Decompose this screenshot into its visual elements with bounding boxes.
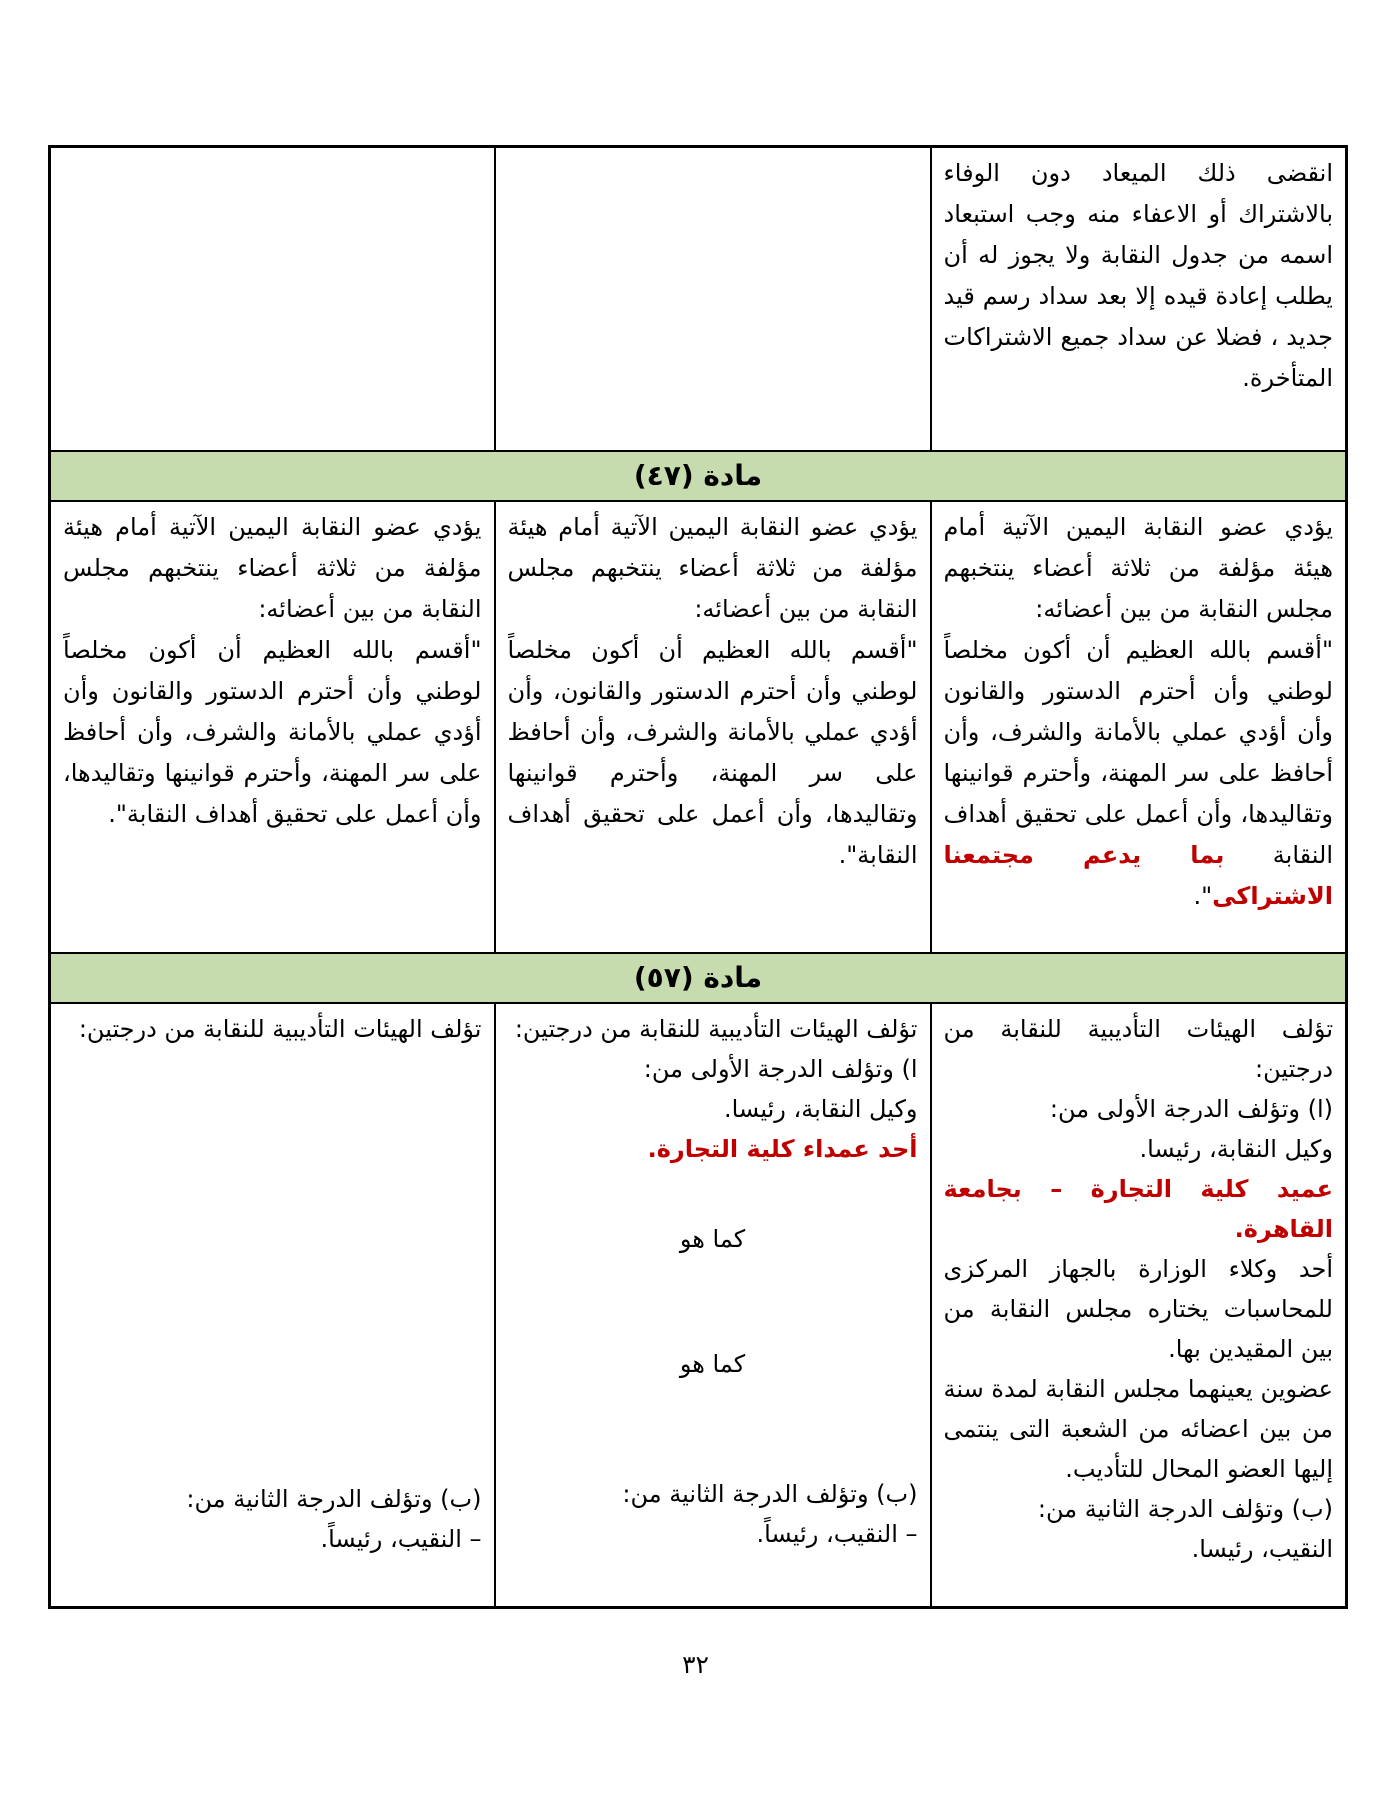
article-47-middle-oath: "أقسم بالله العظيم أن أكون مخلصاً لوطني وأن أحترم الدستور والقانون، وأن أؤدي عملي بالأمانة والشرف، وأن أحافظ على سر المهنة، وأحترم قوانينها وتقاليدها، وأن أعمل على تحقيق أهداف النقابة". (507, 636, 918, 869)
cell-continuation-right (931, 147, 1347, 452)
comparison-table (48, 145, 1348, 1609)
article-57-right-amendment-red-text: عميد كلية التجارة – بجامعة القاهرة. (943, 1175, 1333, 1243)
article-57-right-p1: تؤلف الهيئات التأديبية للنقابة من درجتين: (943, 1015, 1333, 1083)
article-57-right-p8: النقيب، رئيسا. (1191, 1535, 1333, 1563)
table-row-article-57-header (50, 953, 1347, 1003)
article-57-middle-p1: تؤلف الهيئات التأديبية للنقابة من درجتين: (514, 1015, 918, 1043)
article-57-middle-p3: وكيل النقابة، رئيسا. (723, 1095, 918, 1123)
oath-closing: ". (1193, 882, 1213, 910)
article-57-middle-p2: ا) وتؤلف الدرجة الأولى من: (643, 1055, 918, 1083)
oath-text: "أقسم بالله العظيم أن أكون مخلصاً لوطني وأن أحترم الدستور والقانون وأن أؤدي عملي بالأمانة والشرف، وأن أحافظ على سر المهنة، وأحترم قوانينها وتقاليدها، وأن أعمل على تحقيق أهداف النقابة (943, 636, 1333, 869)
article-57-right-p7: (ب) وتؤلف الدرجة الثانية من: (1037, 1495, 1333, 1523)
table-row-article-47-header (50, 451, 1347, 501)
cell-article-57-right (931, 1003, 1347, 1608)
article-57-right-p2: (ا) وتؤلف الدرجة الأولى من: (1049, 1095, 1333, 1123)
article-57-right-p3: وكيل النقابة، رئيسا. (1139, 1135, 1333, 1163)
cell-continuation-middle (495, 147, 931, 452)
table-row-continuation (50, 147, 1347, 452)
oath-amendment-red-text: بما يدعم مجتمعنا الاشتراكى (943, 841, 1333, 910)
article-47-right-oath (944, 630, 1334, 917)
cell-article-47-right (931, 501, 1347, 953)
cell-article-47-middle (495, 501, 931, 953)
article-57-middle-p7: (ب) وتؤلف الدرجة الثانية من: (622, 1480, 918, 1508)
article-47-left-oath: "أقسم بالله العظيم أن أكون مخلصاً لوطني وأن أحترم الدستور والقانون وأن أؤدي عملي بالأمانة والشرف، وأن أحافظ على سر المهنة، وأحترم قوانينها وتقاليدها، وأن أعمل على تحقيق أهداف النقابة". (63, 636, 482, 828)
continuation-text: انقضى ذلك الميعاد دون الوفاء بالاشتراك أو الاعفاء منه وجب استبعاد اسمه من جدول النقابة ولا يجوز له أن يطلب إعادة قيده إلا بعد سداد رسم قيد جديد ، فضلا عن سداد جميع الاشتراكات المتأخرة. (943, 159, 1333, 392)
article-57-left-p1: تؤلف الهيئات التأديبية للنقابة من درجتين: (78, 1015, 482, 1043)
article-57-middle-p8: – النقيب، رئيساً. (756, 1520, 918, 1548)
article-57-left-p8: – النقيب، رئيساً. (320, 1525, 482, 1553)
article-57-header: مادة (٥٧) (50, 953, 1347, 1003)
page-number: ٣٢ (682, 1650, 709, 1679)
cell-article-57-left (50, 1003, 495, 1608)
table-row-article-47 (50, 501, 1347, 953)
article-47-middle-intro: يؤدي عضو النقابة اليمين الآتية أمام هيئة مؤلفة من ثلاثة أعضاء ينتخبهم مجلس النقابة من بين أعضائه: (507, 513, 918, 623)
article-57-middle-same-as-is-2: كما هو (679, 1350, 746, 1378)
table-row-article-57 (50, 1003, 1347, 1608)
cell-continuation-left (50, 147, 495, 452)
article-47-right-intro: يؤدي عضو النقابة اليمين الآتية أمام هيئة مؤلفة من ثلاثة أعضاء ينتخبهم مجلس النقابة من بين أعضائه: (943, 513, 1333, 623)
article-57-right-p5: أحد وكلاء الوزارة بالجهاز المركزى للمحاسبات يختاره مجلس النقابة من بين المقيدين بها. (943, 1255, 1333, 1363)
article-57-middle-same-as-is-1: كما هو (679, 1225, 746, 1253)
article-57-middle-amendment-red-text: أحد عمداء كلية التجارة. (647, 1135, 918, 1163)
article-47-left-intro: يؤدي عضو النقابة اليمين الآتية أمام هيئة مؤلفة من ثلاثة أعضاء ينتخبهم مجلس النقابة من بين أعضائه: (63, 513, 482, 623)
article-47-header: مادة (٤٧) (50, 451, 1347, 501)
article-57-left-p7: (ب) وتؤلف الدرجة الثانية من: (186, 1485, 482, 1513)
cell-article-47-left (50, 501, 495, 953)
cell-article-57-middle (495, 1003, 931, 1608)
article-57-right-p6: عضوين يعينهما مجلس النقابة لمدة سنة من بين اعضائه من الشعبة التى ينتمى إليها العضو المحال للتأديب. (943, 1375, 1333, 1483)
